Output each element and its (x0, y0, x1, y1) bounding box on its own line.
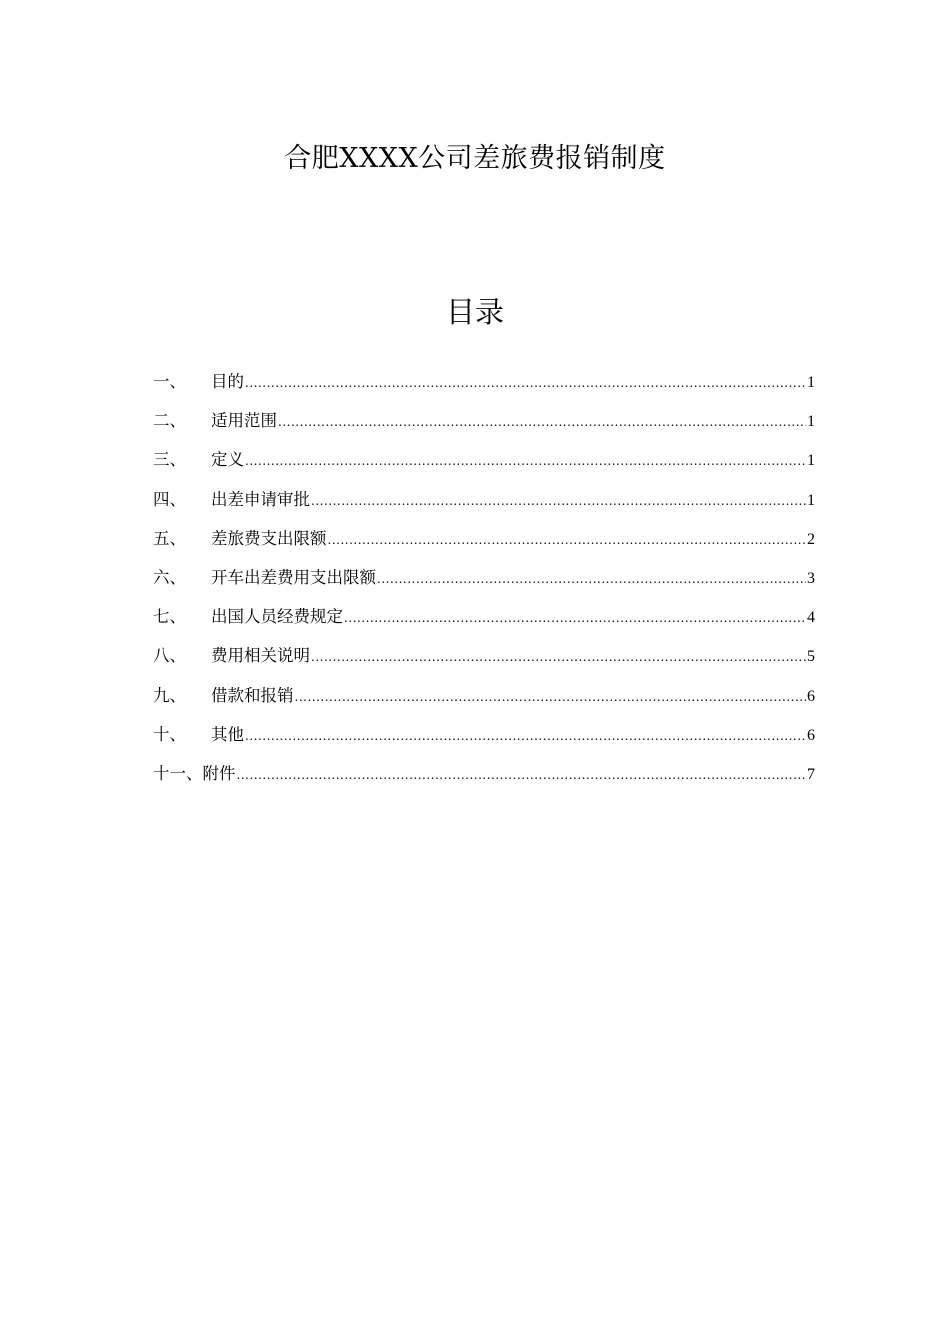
toc-leader-dots (245, 717, 806, 756)
toc-leader-dots (278, 403, 806, 442)
table-of-contents (153, 362, 815, 793)
toc-entry-label: 借款和报销 (211, 685, 294, 705)
toc-entry-page: 3 (807, 569, 815, 587)
toc-entry-number: 十一、 (153, 763, 203, 783)
toc-entry-page: 1 (807, 491, 815, 509)
toc-entry-page: 4 (807, 609, 815, 627)
toc-entry[interactable] (153, 480, 815, 519)
toc-entry-label: 目的 (211, 372, 244, 391)
toc-entry-number: 六、 (153, 567, 186, 587)
toc-leader-dots (245, 442, 806, 481)
toc-entry-label: 开车出差费用支出限额 (211, 567, 376, 587)
toc-entry-page: 1 (807, 452, 815, 470)
toc-entry-number: 一、 (153, 372, 186, 391)
toc-entry-label: 出差申请审批 (211, 489, 310, 509)
toc-leader-dots (237, 756, 807, 795)
toc-entry[interactable] (153, 597, 815, 636)
toc-entry[interactable] (153, 636, 815, 675)
toc-entry-label: 其他 (211, 724, 244, 744)
toc-entry-page: 5 (807, 648, 815, 666)
toc-entry[interactable] (153, 558, 815, 597)
toc-entry[interactable] (153, 401, 815, 440)
toc-entry-label: 适用范围 (211, 411, 277, 431)
toc-entry-number: 五、 (153, 528, 186, 548)
toc-leader-dots (295, 678, 807, 717)
toc-entry[interactable] (153, 362, 815, 401)
toc-entry-label: 附件 (202, 763, 236, 783)
document-title: 合肥XXXX公司差旅费报销制度 (284, 143, 666, 174)
toc-entry-number: 十、 (153, 724, 186, 744)
toc-leader-dots (344, 599, 806, 638)
toc-leader-dots (311, 638, 806, 677)
toc-entry-label: 差旅费支出限额 (211, 528, 327, 548)
toc-entry-page: 6 (807, 687, 815, 705)
toc-entry[interactable] (153, 440, 815, 479)
toc-entry-number: 九、 (153, 685, 186, 705)
toc-entry-label: 费用相关说明 (211, 646, 310, 666)
toc-entry-number: 八、 (153, 646, 186, 666)
toc-entry-number: 三、 (153, 450, 186, 470)
toc-entry[interactable] (153, 754, 815, 793)
toc-entry[interactable] (153, 715, 815, 754)
toc-leader-dots (328, 521, 807, 560)
toc-leader-dots (245, 364, 806, 403)
toc-entry-page: 1 (807, 413, 815, 431)
toc-entry-number: 四、 (153, 489, 186, 509)
toc-entry-number: 二、 (153, 411, 186, 431)
toc-entry-page: 2 (807, 530, 815, 548)
toc-entry[interactable] (153, 519, 815, 558)
toc-entry-page: 1 (807, 374, 815, 391)
toc-entry[interactable] (153, 676, 815, 715)
toc-entry-label: 出国人员经费规定 (211, 607, 343, 627)
toc-leader-dots (377, 560, 806, 599)
toc-leader-dots (311, 482, 806, 521)
toc-entry-page: 6 (807, 726, 815, 744)
toc-heading: 目录 (445, 295, 504, 329)
toc-entry-number: 七、 (153, 607, 186, 627)
toc-entry-label: 定义 (211, 450, 244, 470)
toc-entry-page: 7 (807, 765, 815, 783)
